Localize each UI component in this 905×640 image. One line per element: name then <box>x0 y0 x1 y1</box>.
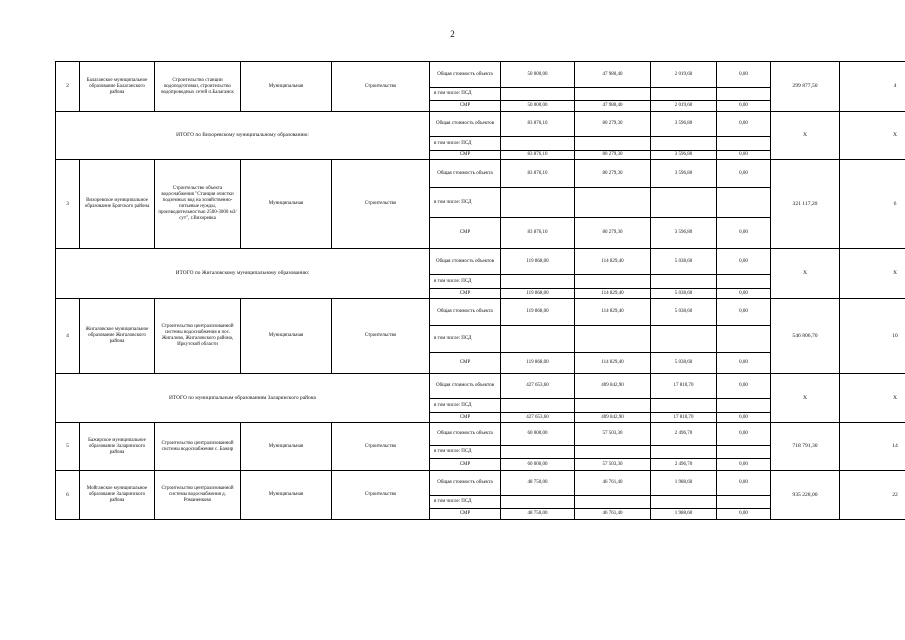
amount-local: 3 596,80 <box>651 218 717 249</box>
construction-works-label: СМР <box>430 413 501 423</box>
amount-total <box>501 399 575 413</box>
amount-other: 0,00 <box>717 112 771 137</box>
amount-local <box>651 399 717 413</box>
amount-regional <box>575 446 651 459</box>
amount-other: 0,00 <box>717 299 771 326</box>
amount-total: 83 876,10 <box>501 151 575 160</box>
municipality-name: Жигаловское муниципальное образование Жигаловского района <box>80 299 155 374</box>
amount-total: 83 876,10 <box>501 160 575 188</box>
page-number: 2 <box>450 29 455 39</box>
design-docs-label: в том числе: ПСД <box>430 188 501 218</box>
work-type: Строительство <box>332 423 430 471</box>
construction-works-label: СМР <box>430 459 501 471</box>
ownership-form: Муниципальная <box>241 423 332 471</box>
extra-amount: X <box>771 249 840 299</box>
amount-regional <box>575 496 651 509</box>
project-name: Строительство объекта водоснабжения "Станция очистки подземных вод на хозяйственно-питьевые нужды, производительностью 2500-3000 м3/сут", г.Вихоревка <box>155 160 241 249</box>
amount-regional <box>575 399 651 413</box>
amount-regional: 80 279,30 <box>575 218 651 249</box>
amount-local: 2 019,60 <box>651 62 717 88</box>
amount-regional: 46 761,40 <box>575 471 651 496</box>
amount-regional: 114 829,40 <box>575 353 651 374</box>
project-name: Строительство централизованной системы водоснабжения д. Романенково <box>155 471 241 520</box>
amount-local: 1 988,60 <box>651 509 717 520</box>
subtotal-label: ИТОГО по муниципальным образованиям Заларинского района <box>56 374 430 423</box>
table-body <box>56 62 905 520</box>
amount-other <box>717 399 771 413</box>
work-type: Строительство <box>332 160 430 249</box>
amount-local: 3 596,80 <box>651 160 717 188</box>
ownership-form: Муниципальная <box>241 471 332 520</box>
design-docs-label: в том числе: ПСД <box>430 275 501 289</box>
construction-works-label: СМР <box>430 289 501 299</box>
cost-total-label: Общая стоимость объекта <box>430 160 501 188</box>
amount-local: 5 038,60 <box>651 353 717 374</box>
quantity: X <box>840 249 905 299</box>
subtotal-label: ИТОГО по Жигаловскому муниципальному образованию: <box>56 249 430 299</box>
amount-total: 60 000,00 <box>501 459 575 471</box>
municipality-name: Балаганское муниципальное образование Балаганского района <box>80 62 155 112</box>
total-row <box>56 374 905 399</box>
row-number: 6 <box>56 471 80 520</box>
amount-local: 2 496,70 <box>651 459 717 471</box>
work-type: Строительство <box>332 62 430 112</box>
extra-amount: 935 228,00 <box>771 471 840 520</box>
amount-other <box>717 137 771 151</box>
amount-other: 0,00 <box>717 459 771 471</box>
construction-works-label: СМР <box>430 509 501 520</box>
municipality-name: Мойганское муниципальное образование Заларинского района <box>80 471 155 520</box>
amount-total: 427 653,60 <box>501 413 575 423</box>
row-number: 3 <box>56 160 80 249</box>
cost-total-label: Общая стоимость объектов <box>430 112 501 137</box>
amount-regional: 114 829,40 <box>575 299 651 326</box>
municipality-name: Бажирское муниципальное образование Заларинского района <box>80 423 155 471</box>
amount-regional: 114 829,40 <box>575 249 651 275</box>
ownership-form: Муниципальная <box>241 62 332 112</box>
amount-other: 0,00 <box>717 471 771 496</box>
row-number: 5 <box>56 423 80 471</box>
amount-total <box>501 446 575 459</box>
amount-regional <box>575 88 651 101</box>
quantity: 10 <box>840 299 905 374</box>
amount-regional: 409 842,90 <box>575 374 651 399</box>
amount-local <box>651 275 717 289</box>
total-row <box>56 249 905 275</box>
amount-regional: 47 980,40 <box>575 101 651 112</box>
cost-total-label: Общая стоимость объекта <box>430 299 501 326</box>
extra-amount: X <box>771 374 840 423</box>
amount-local: 1 988,60 <box>651 471 717 496</box>
amount-total <box>501 326 575 353</box>
construction-works-label: СМР <box>430 101 501 112</box>
amount-total <box>501 88 575 101</box>
amount-regional: 57 503,30 <box>575 459 651 471</box>
cost-total-label: Общая стоимость объектов <box>430 374 501 399</box>
design-docs-label: в том числе: ПСД <box>430 137 501 151</box>
amount-total <box>501 496 575 509</box>
amount-local <box>651 326 717 353</box>
ownership-form: Муниципальная <box>241 299 332 374</box>
amount-total: 50 000,00 <box>501 101 575 112</box>
construction-works-label: СМР <box>430 353 501 374</box>
amount-total: 50 000,00 <box>501 62 575 88</box>
amount-regional: 80 279,30 <box>575 160 651 188</box>
amount-other <box>717 496 771 509</box>
amount-total <box>501 188 575 218</box>
entry-row <box>56 62 905 88</box>
amount-other: 0,00 <box>717 101 771 112</box>
amount-other: 0,00 <box>717 218 771 249</box>
amount-other: 0,00 <box>717 413 771 423</box>
construction-works-label: СМР <box>430 218 501 249</box>
amount-local: 3 596,80 <box>651 151 717 160</box>
amount-other: 0,00 <box>717 289 771 299</box>
amount-other: 0,00 <box>717 249 771 275</box>
quantity: 14 <box>840 423 905 471</box>
amount-local <box>651 88 717 101</box>
amount-local: 17 810,70 <box>651 374 717 399</box>
subtotal-label: ИТОГО по Вихоревскому муниципальному образованию: <box>56 112 430 160</box>
amount-regional <box>575 326 651 353</box>
amount-total: 119 868,00 <box>501 353 575 374</box>
design-docs-label: в том числе: ПСД <box>430 496 501 509</box>
amount-regional: 114 829,40 <box>575 289 651 299</box>
amount-local: 5 038,60 <box>651 289 717 299</box>
ownership-form: Муниципальная <box>241 160 332 249</box>
amount-local: 3 596,80 <box>651 112 717 137</box>
row-number: 2 <box>56 62 80 112</box>
amount-total <box>501 137 575 151</box>
extra-amount: 321 117,20 <box>771 160 840 249</box>
amount-other: 0,00 <box>717 160 771 188</box>
extra-amount: 299 877,50 <box>771 62 840 112</box>
amount-other: 0,00 <box>717 509 771 520</box>
amount-regional <box>575 275 651 289</box>
amount-local <box>651 137 717 151</box>
amount-other: 0,00 <box>717 151 771 160</box>
amount-other <box>717 88 771 101</box>
amount-local <box>651 188 717 218</box>
extra-amount: 546 806,70 <box>771 299 840 374</box>
cost-total-label: Общая стоимость объекта <box>430 62 501 88</box>
amount-total: 83 876,10 <box>501 112 575 137</box>
amount-regional: 47 980,40 <box>575 62 651 88</box>
work-type: Строительство <box>332 471 430 520</box>
cost-total-label: Общая стоимость объекта <box>430 423 501 446</box>
entry-row <box>56 299 905 326</box>
amount-total: 48 750,00 <box>501 471 575 496</box>
investment-table <box>55 61 905 520</box>
amount-other: 0,00 <box>717 62 771 88</box>
amount-other <box>717 275 771 289</box>
amount-other: 0,00 <box>717 374 771 399</box>
amount-other: 0,00 <box>717 353 771 374</box>
amount-regional: 80 279,30 <box>575 151 651 160</box>
amount-total: 119 868,00 <box>501 249 575 275</box>
amount-regional <box>575 137 651 151</box>
amount-local: 5 038,60 <box>651 249 717 275</box>
project-name: Строительство централизованной системы водоснабжения с. Бажир <box>155 423 241 471</box>
amount-total: 119 868,00 <box>501 299 575 326</box>
work-type: Строительство <box>332 299 430 374</box>
amount-local: 2 496,70 <box>651 423 717 446</box>
amount-total: 48 750,00 <box>501 509 575 520</box>
quantity: X <box>840 112 905 160</box>
amount-local: 5 038,60 <box>651 299 717 326</box>
amount-other <box>717 188 771 218</box>
quantity: 6 <box>840 160 905 249</box>
cost-total-label: Общая стоимость объекта <box>430 471 501 496</box>
design-docs-label: в том числе: ПСД <box>430 88 501 101</box>
amount-total <box>501 275 575 289</box>
project-name: Строительство станции водоподготовки, строительство водопроводных сетей п.Балаганск <box>155 62 241 112</box>
extra-amount: 718 791,30 <box>771 423 840 471</box>
amount-total: 427 653,60 <box>501 374 575 399</box>
amount-regional: 57 503,30 <box>575 423 651 446</box>
amount-total: 60 000,00 <box>501 423 575 446</box>
cost-total-label: Общая стоимость объектов <box>430 249 501 275</box>
construction-works-label: СМР <box>430 151 501 160</box>
amount-other <box>717 326 771 353</box>
design-docs-label: в том числе: ПСД <box>430 446 501 459</box>
extra-amount: X <box>771 112 840 160</box>
design-docs-label: в том числе: ПСД <box>430 326 501 353</box>
amount-local: 17 810,70 <box>651 413 717 423</box>
project-name: Строительство централизованной системы водоснабжения в пос. Жигалово, Жигаловского района, Иркутской области <box>155 299 241 374</box>
entry-row <box>56 471 905 496</box>
municipality-name: Вихоревское муниципальное образование Братского района <box>80 160 155 249</box>
amount-regional: 80 279,30 <box>575 112 651 137</box>
entry-row <box>56 423 905 446</box>
design-docs-label: в том числе: ПСД <box>430 399 501 413</box>
quantity: 22 <box>840 471 905 520</box>
amount-total: 119 868,00 <box>501 289 575 299</box>
quantity: 4 <box>840 62 905 112</box>
entry-row <box>56 160 905 188</box>
amount-regional <box>575 188 651 218</box>
quantity: X <box>840 374 905 423</box>
amount-local: 2 019,60 <box>651 101 717 112</box>
amount-local <box>651 446 717 459</box>
amount-regional: 46 761,40 <box>575 509 651 520</box>
amount-local <box>651 496 717 509</box>
total-row <box>56 112 905 137</box>
amount-other: 0,00 <box>717 423 771 446</box>
amount-total: 83 876,10 <box>501 218 575 249</box>
amount-other <box>717 446 771 459</box>
row-number: 4 <box>56 299 80 374</box>
amount-regional: 409 842,90 <box>575 413 651 423</box>
